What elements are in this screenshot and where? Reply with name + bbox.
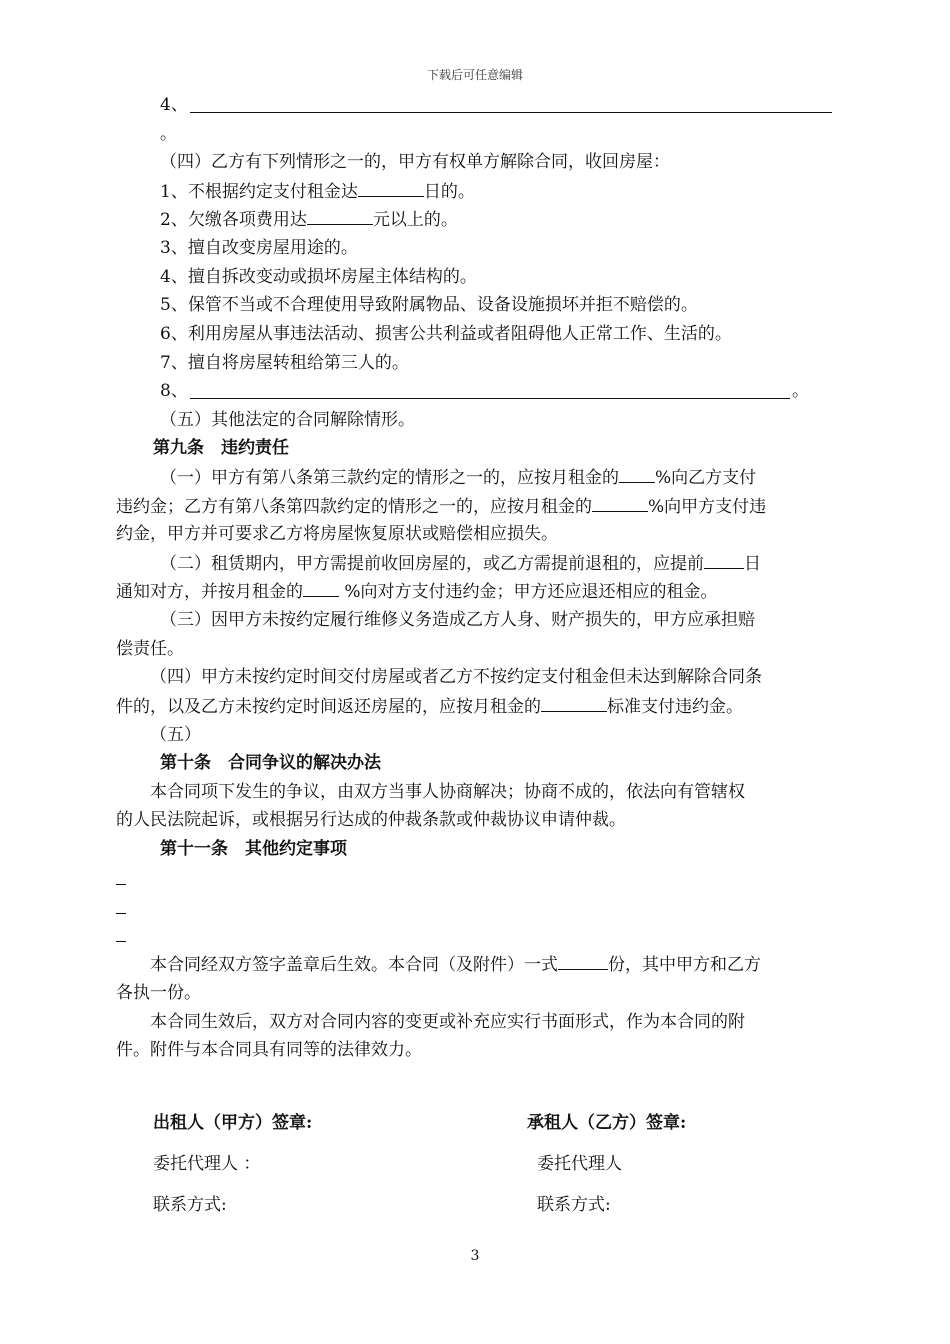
s4-item-8-end: 。 xyxy=(792,381,809,401)
blank-field xyxy=(303,580,339,597)
section-5: （五）其他法定的合同解除情形。 xyxy=(160,410,415,430)
s4-item-8-prefix: 8、 xyxy=(160,381,188,401)
a9-para4-line1: （四）甲方未按约定时间交付房屋或者乙方不按约定支付租金但未达到解除合同条 xyxy=(150,667,762,687)
s4-item-4: 4、擅自拆改变动或损坏房屋主体结构的。 xyxy=(160,267,477,287)
s4-item-1: 1、不根据约定支付租金达 日的。 xyxy=(160,182,475,202)
blank-field xyxy=(592,495,648,512)
fill-in-line xyxy=(190,112,832,113)
fill-in-line xyxy=(116,884,126,885)
a10-line2: 的人民法院起诉，或根据另行达成的仲裁条款或仲裁协议申请仲裁。 xyxy=(116,810,626,830)
blank-field xyxy=(358,180,424,197)
blank-field xyxy=(558,953,608,970)
article-10-heading: 第十条 合同争议的解决办法 xyxy=(160,753,381,773)
effect-line1: 本合同经双方签字盖章后生效。本合同（及附件）一式 份，其中甲方和乙方 xyxy=(150,955,761,975)
page-header: 下载后可任意编辑 xyxy=(426,68,523,82)
a9-para1-line2: 违约金；乙方有第八条第四款约定的情形之一的，应按月租金的 %向甲方支付违 xyxy=(116,497,767,517)
s4-item-7: 7、擅自将房屋转租给第三人的。 xyxy=(160,353,409,373)
blank-field xyxy=(704,552,744,569)
fill-in-line xyxy=(190,398,790,399)
a9-para3-line2: 偿责任。 xyxy=(116,639,184,659)
a9-para4-line2: 件的，以及乙方未按约定时间返还房屋的，应按月租金的 标准支付违约金。 xyxy=(116,697,743,717)
blank-field xyxy=(619,466,655,483)
fill-in-line xyxy=(116,913,126,914)
amend-line1: 本合同生效后，双方对合同内容的变更或补充应实行书面形式，作为本合同的附 xyxy=(150,1012,745,1032)
lessor-agent-label: 委托代理人 ： xyxy=(153,1154,261,1174)
amend-line2: 件。附件与本合同具有同等的法律效力。 xyxy=(116,1040,422,1060)
blank-field xyxy=(307,208,373,225)
s4-item-5: 5、保管不当或不合理使用导致附属物品、设备设施损坏并拒不赔偿的。 xyxy=(160,295,698,315)
lessee-agent-label: 委托代理人 xyxy=(537,1154,622,1174)
effect-line2: 各执一份。 xyxy=(116,983,201,1003)
lessee-signature-title: 承租人（乙方）签章: xyxy=(527,1113,687,1133)
blank-field xyxy=(541,695,607,712)
s4-item-2: 2、欠缴各项费用达 元以上的。 xyxy=(160,210,458,230)
a9-para1-line3: 约金，甲方并可要求乙方将房屋恢复原状或赔偿相应损失。 xyxy=(116,524,558,544)
a9-para5: （五） xyxy=(150,725,201,745)
lessee-contact-label: 联系方式: xyxy=(537,1195,611,1215)
a9-para3-line1: （三）因甲方未按约定履行维修义务造成乙方人身、财产损失的，甲方应承担赔 xyxy=(160,610,755,630)
a9-para2-line2: 通知对方，并按月租金的 %向对方支付违约金；甲方还应退还相应的租金。 xyxy=(116,582,718,602)
article-9-heading: 第九条 违约责任 xyxy=(153,438,289,458)
a10-line1: 本合同项下发生的争议，由双方当事人协商解决；协商不成的，依法向有管辖权 xyxy=(150,782,745,802)
s4-item-6: 6、利用房屋从事违法活动、损害公共利益或者阻碍他人正常工作、生活的。 xyxy=(160,324,732,344)
item-4-prefix: 4、 xyxy=(160,95,188,115)
page-number: 3 xyxy=(470,1248,480,1264)
lessor-contact-label: 联系方式: xyxy=(153,1195,227,1215)
a9-para1-line1: （一）甲方有第八条第三款约定的情形之一的，应按月租金的 %向乙方支付 xyxy=(160,468,757,488)
article-11-heading: 第十一条 其他约定事项 xyxy=(160,839,347,859)
item-4-end: 。 xyxy=(160,124,177,144)
s4-item-3: 3、擅自改变房屋用途的。 xyxy=(160,238,358,258)
fill-in-line xyxy=(116,941,126,942)
section-4-title: （四）乙方有下列情形之一的，甲方有权单方解除合同，收回房屋： xyxy=(160,152,670,172)
a9-para2-line1: （二）租赁期内，甲方需提前收回房屋的，或乙方需提前退租的，应提前 日 xyxy=(160,554,761,574)
lessor-signature-title: 出租人（甲方）签章: xyxy=(153,1113,313,1133)
